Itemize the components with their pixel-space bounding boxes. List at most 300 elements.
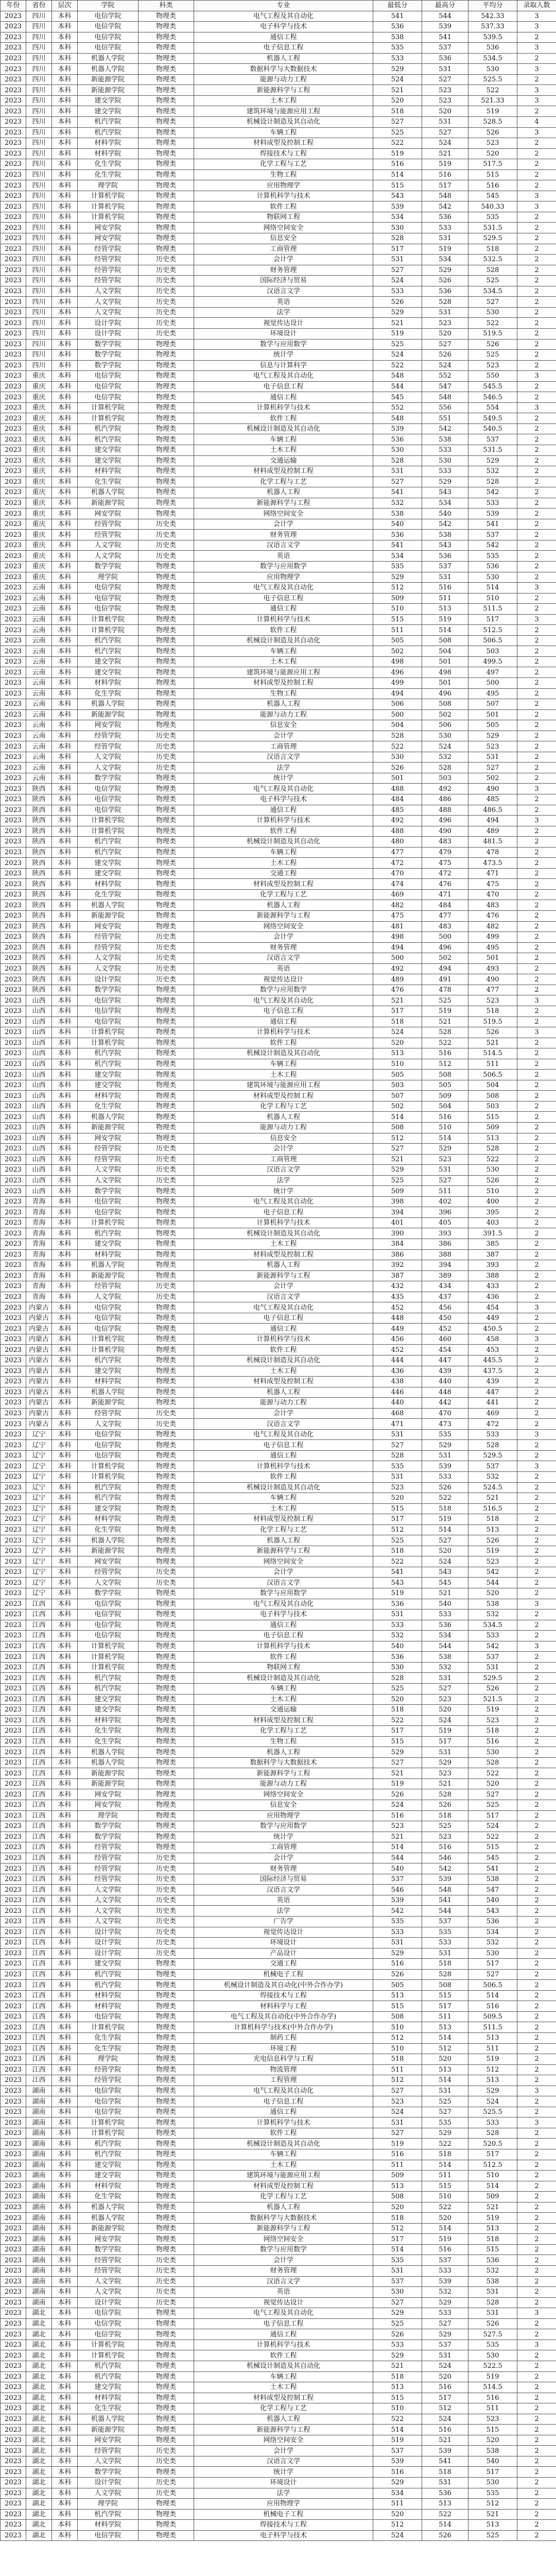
level-cell: 本科 <box>52 1429 78 1440</box>
level-cell: 本科 <box>52 1186 78 1197</box>
max-score-cell: 531 <box>422 1673 468 1684</box>
max-score-cell: 541 <box>422 2456 468 2467</box>
college-cell: 电信学院 <box>78 2308 138 2319</box>
province-cell: 重庆 <box>26 371 52 382</box>
college-cell: 新能源学院 <box>78 1546 138 1556</box>
table-row <box>1 932 556 943</box>
major-cell: 机械设计制造及其自动化 <box>194 423 373 434</box>
category-cell: 物理类 <box>138 2117 194 2128</box>
category-cell: 物理类 <box>138 1345 194 1355</box>
college-cell: 材料学院 <box>78 2393 138 2403</box>
category-cell: 物理类 <box>138 1980 194 1991</box>
avg-score-cell: 532 <box>468 1472 517 1483</box>
avg-score-cell: 531 <box>468 2308 517 2319</box>
admitted-count-cell: 2 <box>517 2107 556 2117</box>
admitted-count-cell: 2 <box>517 392 556 403</box>
college-cell: 电信学院 <box>78 1631 138 1641</box>
college-cell: 人文学院 <box>78 1885 138 1895</box>
admitted-count-cell: 2 <box>517 2181 556 2192</box>
category-cell: 物理类 <box>138 625 194 636</box>
category-cell: 物理类 <box>138 1239 194 1249</box>
college-cell: 人文学院 <box>78 2287 138 2298</box>
level-cell: 本科 <box>52 1228 78 1239</box>
admitted-count-cell: 2 <box>517 1144 556 1155</box>
college-cell: 理学院 <box>78 572 138 583</box>
min-score-cell: 488 <box>373 784 422 794</box>
admitted-count-cell: 3 <box>517 11 556 22</box>
year-cell: 2023 <box>1 307 26 318</box>
year-cell: 2023 <box>1 2192 26 2202</box>
year-cell: 2023 <box>1 625 26 636</box>
category-cell: 物理类 <box>138 106 194 117</box>
year-cell: 2023 <box>1 2117 26 2128</box>
max-score-cell: 541 <box>422 1895 468 1906</box>
table-row <box>1 2107 556 2117</box>
province-cell: 陕西 <box>26 805 52 816</box>
table-row <box>1 519 556 530</box>
min-score-cell: 500 <box>373 953 422 964</box>
admitted-count-cell: 2 <box>517 1821 556 1832</box>
max-score-cell: 536 <box>422 286 468 297</box>
year-cell: 2023 <box>1 1080 26 1091</box>
year-cell: 2023 <box>1 1842 26 1853</box>
avg-score-cell: 519 <box>468 2054 517 2065</box>
college-cell: 建交学院 <box>78 2160 138 2171</box>
table-row <box>1 1260 556 1271</box>
category-cell: 物理类 <box>138 1810 194 1821</box>
college-cell: 网安学院 <box>78 1800 138 1810</box>
admitted-count-cell: 2 <box>517 2350 556 2361</box>
year-cell: 2023 <box>1 350 26 361</box>
category-cell: 历史类 <box>138 2446 194 2456</box>
table-row <box>1 635 556 646</box>
college-cell: 设计学院 <box>78 2297 138 2308</box>
max-score-cell: 535 <box>422 2117 468 2128</box>
category-cell: 物理类 <box>138 709 194 720</box>
max-score-cell: 548 <box>422 191 468 201</box>
avg-score-cell: 514 <box>468 2181 517 2192</box>
table-row <box>1 1810 556 1821</box>
major-cell: 能源与动力工程 <box>194 74 373 85</box>
admitted-count-cell: 2 <box>517 1652 556 1663</box>
college-cell: 材料学院 <box>78 138 138 149</box>
year-cell: 2023 <box>1 2499 26 2510</box>
category-cell: 物理类 <box>138 2340 194 2350</box>
max-score-cell: 470 <box>422 1408 468 1419</box>
min-score-cell: 529 <box>373 2350 422 2361</box>
province-cell: 四川 <box>26 127 52 138</box>
level-cell: 本科 <box>52 1091 78 1101</box>
max-score-cell: 525 <box>422 2096 468 2107</box>
table-row <box>1 1006 556 1016</box>
table-row <box>1 699 556 710</box>
min-score-cell: 502 <box>373 646 422 657</box>
year-cell: 2023 <box>1 561 26 572</box>
province-cell: 江西 <box>26 2001 52 2012</box>
avg-score-cell: 519.5 <box>468 328 517 339</box>
avg-score-cell: 453 <box>468 1345 517 1355</box>
admitted-count-cell: 2 <box>517 1239 556 1249</box>
admitted-count-cell: 2 <box>517 1863 556 1874</box>
year-cell: 2023 <box>1 1398 26 1409</box>
year-cell: 2023 <box>1 1874 26 1885</box>
college-cell: 材料学院 <box>78 1990 138 2001</box>
category-cell: 物理类 <box>138 413 194 424</box>
year-cell: 2023 <box>1 2403 26 2414</box>
max-score-cell: 534 <box>422 1631 468 1641</box>
admitted-count-cell: 2 <box>517 2477 556 2488</box>
major-cell: 财务管理 <box>194 530 373 540</box>
table-row <box>1 1514 556 1525</box>
level-cell: 本科 <box>52 339 78 350</box>
level-cell: 本科 <box>52 2509 78 2520</box>
category-cell: 物理类 <box>138 117 194 128</box>
admitted-count-cell: 2 <box>517 2202 556 2213</box>
table-row <box>1 2213 556 2224</box>
max-score-cell: 531 <box>422 307 468 318</box>
min-score-cell: 494 <box>373 688 422 699</box>
major-cell: 焊接技术与工程 <box>194 2520 373 2531</box>
table-row <box>1 963 556 974</box>
min-score-cell: 522 <box>373 1715 422 1726</box>
college-cell: 机汽学院 <box>78 1969 138 1980</box>
year-cell: 2023 <box>1 837 26 848</box>
avg-score-cell: 526 <box>468 2318 517 2329</box>
college-cell: 计算机学院 <box>78 201 138 212</box>
avg-score-cell: 510 <box>468 1186 517 1197</box>
admitted-count-cell: 2 <box>517 1778 556 1789</box>
table-row <box>1 2096 556 2107</box>
min-score-cell: 477 <box>373 847 422 858</box>
province-cell: 陕西 <box>26 784 52 794</box>
level-cell: 本科 <box>52 2393 78 2403</box>
college-cell: 机汽学院 <box>78 847 138 858</box>
category-cell: 物理类 <box>138 2181 194 2192</box>
avg-score-cell: 531.5 <box>468 223 517 233</box>
major-cell: 材料成型及控制工程 <box>194 1249 373 1260</box>
college-cell: 机汽学院 <box>78 127 138 138</box>
category-cell: 物理类 <box>138 487 194 498</box>
level-cell: 本科 <box>52 1048 78 1059</box>
table-row <box>1 1800 556 1810</box>
admitted-count-cell: 2 <box>517 1133 556 1144</box>
year-cell: 2023 <box>1 826 26 837</box>
major-cell: 视觉传达设计 <box>194 974 373 985</box>
major-cell: 计算机科学与技术 <box>194 1217 373 1228</box>
table-row <box>1 423 556 434</box>
category-cell: 物理类 <box>138 561 194 572</box>
province-cell: 青海 <box>26 1292 52 1302</box>
table-row <box>1 1355 556 1366</box>
major-cell: 能源与动力工程 <box>194 1122 373 1133</box>
level-cell: 本科 <box>52 1599 78 1609</box>
level-cell: 本科 <box>52 1789 78 1800</box>
province-cell: 四川 <box>26 244 52 255</box>
level-cell: 本科 <box>52 159 78 170</box>
min-score-cell: 517 <box>373 1006 422 1016</box>
table-row <box>1 1683 556 1694</box>
header-category: 科类 <box>138 1 194 11</box>
major-cell: 汉语言文学 <box>194 1578 373 1588</box>
level-cell: 本科 <box>52 625 78 636</box>
level-cell: 本科 <box>52 2107 78 2117</box>
min-score-cell: 529 <box>373 2308 422 2319</box>
level-cell: 本科 <box>52 2520 78 2531</box>
level-cell: 本科 <box>52 148 78 159</box>
avg-score-cell: 504 <box>468 1080 517 1091</box>
avg-score-cell: 530 <box>468 1747 517 1758</box>
admitted-count-cell: 2 <box>517 1948 556 1959</box>
table-row <box>1 1980 556 1991</box>
year-cell: 2023 <box>1 1059 26 1070</box>
avg-score-cell: 441 <box>468 1398 517 1409</box>
year-cell: 2023 <box>1 1895 26 1906</box>
table-row <box>1 646 556 657</box>
province-cell: 湖北 <box>26 2414 52 2425</box>
year-cell: 2023 <box>1 1705 26 1716</box>
table-row <box>1 11 556 22</box>
major-cell: 化学工程与工艺 <box>194 2192 373 2202</box>
level-cell: 本科 <box>52 1885 78 1895</box>
year-cell: 2023 <box>1 201 26 212</box>
level-cell: 本科 <box>52 1609 78 1620</box>
province-cell: 湖南 <box>26 2255 52 2266</box>
avg-score-cell: 513 <box>468 2075 517 2086</box>
admitted-count-cell: 2 <box>517 286 556 297</box>
admitted-count-cell: 2 <box>517 551 556 562</box>
min-score-cell: 518 <box>373 2054 422 2065</box>
college-cell: 理学院 <box>78 2054 138 2065</box>
max-score-cell: 501 <box>422 656 468 667</box>
min-score-cell: 520 <box>373 2509 422 2520</box>
year-cell: 2023 <box>1 2064 26 2075</box>
major-cell: 材料成型及控制工程 <box>194 466 373 477</box>
major-cell: 材料成型及控制工程 <box>194 678 373 689</box>
college-cell: 计算机学院 <box>78 191 138 201</box>
college-cell: 机器人学院 <box>78 1387 138 1398</box>
table-row <box>1 339 556 350</box>
category-cell: 物理类 <box>138 1821 194 1832</box>
admitted-count-cell: 2 <box>517 1292 556 1302</box>
category-cell: 物理类 <box>138 699 194 710</box>
min-score-cell: 513 <box>373 2181 422 2192</box>
province-cell: 山西 <box>26 1112 52 1123</box>
major-cell: 数学与应用数学 <box>194 2244 373 2255</box>
major-cell: 机器人工程 <box>194 487 373 498</box>
province-cell: 云南 <box>26 720 52 731</box>
level-cell: 本科 <box>52 201 78 212</box>
category-cell: 物理类 <box>138 2382 194 2393</box>
year-cell: 2023 <box>1 265 26 276</box>
province-cell: 重庆 <box>26 509 52 519</box>
college-cell: 建交学院 <box>78 2382 138 2393</box>
province-cell: 山西 <box>26 1080 52 1091</box>
max-score-cell: 532 <box>422 1662 468 1673</box>
province-cell: 湖南 <box>26 2107 52 2117</box>
max-score-cell: 539 <box>422 2446 468 2456</box>
level-cell: 本科 <box>52 2192 78 2202</box>
year-cell: 2023 <box>1 487 26 498</box>
max-score-cell: 521 <box>422 2435 468 2446</box>
province-cell: 陕西 <box>26 837 52 848</box>
max-score-cell: 512 <box>422 1059 468 1070</box>
max-score-cell: 538 <box>422 434 468 445</box>
level-cell: 本科 <box>52 773 78 784</box>
major-cell: 机器人工程 <box>194 2414 373 2425</box>
table-row <box>1 2043 556 2054</box>
level-cell: 本科 <box>52 43 78 54</box>
level-cell: 本科 <box>52 1408 78 1419</box>
level-cell: 本科 <box>52 519 78 530</box>
level-cell: 本科 <box>52 2477 78 2488</box>
admitted-count-cell: 2 <box>517 2244 556 2255</box>
admitted-count-cell: 2 <box>517 1906 556 1917</box>
year-cell: 2023 <box>1 1821 26 1832</box>
admitted-count-cell: 2 <box>517 1377 556 1387</box>
major-cell: 会计学 <box>194 731 373 741</box>
province-cell: 陕西 <box>26 911 52 922</box>
college-cell: 材料学院 <box>78 2520 138 2531</box>
admitted-count-cell: 2 <box>517 2467 556 2478</box>
category-cell: 历史类 <box>138 328 194 339</box>
max-score-cell: 516 <box>422 2244 468 2255</box>
min-score-cell: 432 <box>373 1281 422 1292</box>
min-score-cell: 522 <box>373 360 422 371</box>
year-cell: 2023 <box>1 2520 26 2531</box>
major-cell: 化学工程与工艺 <box>194 159 373 170</box>
year-cell: 2023 <box>1 2414 26 2425</box>
province-cell: 四川 <box>26 233 52 244</box>
max-score-cell: 537 <box>422 2340 468 2350</box>
min-score-cell: 387 <box>373 1270 422 1281</box>
avg-score-cell: 534.5 <box>468 1620 517 1631</box>
province-cell: 重庆 <box>26 466 52 477</box>
admitted-count-cell: 2 <box>517 1059 556 1070</box>
college-cell: 机汽学院 <box>78 2361 138 2371</box>
max-score-cell: 538 <box>422 530 468 540</box>
table-row <box>1 1694 556 1705</box>
admitted-count-cell: 2 <box>517 826 556 837</box>
level-cell: 本科 <box>52 2223 78 2234</box>
category-cell: 物理类 <box>138 1302 194 1313</box>
level-cell: 本科 <box>52 2414 78 2425</box>
admitted-count-cell: 2 <box>517 1472 556 1483</box>
admitted-count-cell: 2 <box>517 2287 556 2298</box>
province-cell: 湖南 <box>26 2202 52 2213</box>
college-cell: 新能源学院 <box>78 498 138 509</box>
max-score-cell: 472 <box>422 868 468 879</box>
province-cell: 江西 <box>26 1757 52 1768</box>
year-cell: 2023 <box>1 159 26 170</box>
category-cell: 物理类 <box>138 2213 194 2224</box>
admitted-count-cell: 2 <box>517 699 556 710</box>
province-cell: 湖南 <box>26 2213 52 2224</box>
major-cell: 汉语言文学 <box>194 752 373 762</box>
major-cell: 电子信息工程 <box>194 593 373 604</box>
category-cell: 历史类 <box>138 1281 194 1292</box>
avg-score-cell: 403 <box>468 1217 517 1228</box>
province-cell: 重庆 <box>26 530 52 540</box>
major-cell: 土木工程 <box>194 1239 373 1249</box>
admitted-count-cell: 2 <box>517 688 556 699</box>
level-cell: 本科 <box>52 1059 78 1070</box>
admitted-count-cell: 2 <box>517 2096 556 2107</box>
college-cell: 计算机学院 <box>78 1027 138 1038</box>
category-cell: 物理类 <box>138 1493 194 1504</box>
admitted-count-cell: 2 <box>517 2075 556 2086</box>
min-score-cell: 488 <box>373 826 422 837</box>
major-cell: 数据科学与大数据技术 <box>194 1757 373 1768</box>
avg-score-cell: 515 <box>468 1842 517 1853</box>
college-cell: 化生学院 <box>78 159 138 170</box>
table-row <box>1 1938 556 1948</box>
major-cell: 能源与动力工程 <box>194 1398 373 1409</box>
admitted-count-cell: 3 <box>517 2340 556 2350</box>
major-cell: 信息安全 <box>194 1133 373 1144</box>
college-cell: 数学学院 <box>78 2467 138 2478</box>
college-cell: 经管学院 <box>78 932 138 943</box>
college-cell: 经管学院 <box>78 1842 138 1853</box>
level-cell: 本科 <box>52 963 78 974</box>
min-score-cell: 438 <box>373 1377 422 1387</box>
max-score-cell: 394 <box>422 1260 468 1271</box>
year-cell: 2023 <box>1 1567 26 1578</box>
admitted-count-cell: 2 <box>517 1493 556 1504</box>
avg-score-cell: 513 <box>468 2223 517 2234</box>
table-row <box>1 604 556 615</box>
province-cell: 江西 <box>26 1959 52 1970</box>
max-score-cell: 393 <box>422 1228 468 1239</box>
category-cell: 历史类 <box>138 974 194 985</box>
min-score-cell: 527 <box>373 477 422 487</box>
min-score-cell: 531 <box>373 2117 422 2128</box>
table-row <box>1 2329 556 2340</box>
level-cell: 本科 <box>52 1683 78 1694</box>
category-cell: 物理类 <box>138 1514 194 1525</box>
min-score-cell: 529 <box>373 1948 422 1959</box>
avg-score-cell: 527 <box>468 1789 517 1800</box>
max-score-cell: 523 <box>422 1768 468 1779</box>
level-cell: 本科 <box>52 974 78 985</box>
college-cell: 新能源学院 <box>78 85 138 96</box>
max-score-cell: 473 <box>422 1419 468 1430</box>
max-score-cell: 396 <box>422 1207 468 1218</box>
category-cell: 物理类 <box>138 1535 194 1546</box>
college-cell: 机器人学院 <box>78 1112 138 1123</box>
min-score-cell: 384 <box>373 1239 422 1249</box>
category-cell: 物理类 <box>138 1662 194 1673</box>
max-score-cell: 537 <box>422 1916 468 1927</box>
min-score-cell: 527 <box>373 265 422 276</box>
major-cell: 电子信息工程 <box>194 1313 373 1324</box>
level-cell: 本科 <box>52 1249 78 1260</box>
admitted-count-cell: 2 <box>517 519 556 530</box>
admitted-count-cell: 2 <box>517 244 556 255</box>
max-score-cell: 539 <box>422 1874 468 1885</box>
table-row <box>1 709 556 720</box>
level-cell: 本科 <box>52 509 78 519</box>
major-cell: 能源与动力工程 <box>194 1778 373 1789</box>
province-cell: 湖南 <box>26 2181 52 2192</box>
avg-score-cell: 529 <box>468 731 517 741</box>
major-cell: 国际经济与贸易 <box>194 1874 373 1885</box>
table-row <box>1 2223 556 2234</box>
min-score-cell: 531 <box>373 1472 422 1483</box>
admitted-count-cell: 3 <box>517 583 556 594</box>
avg-score-cell: 521 <box>468 1038 517 1048</box>
major-cell: 软件工程 <box>194 625 373 636</box>
year-cell: 2023 <box>1 1715 26 1726</box>
